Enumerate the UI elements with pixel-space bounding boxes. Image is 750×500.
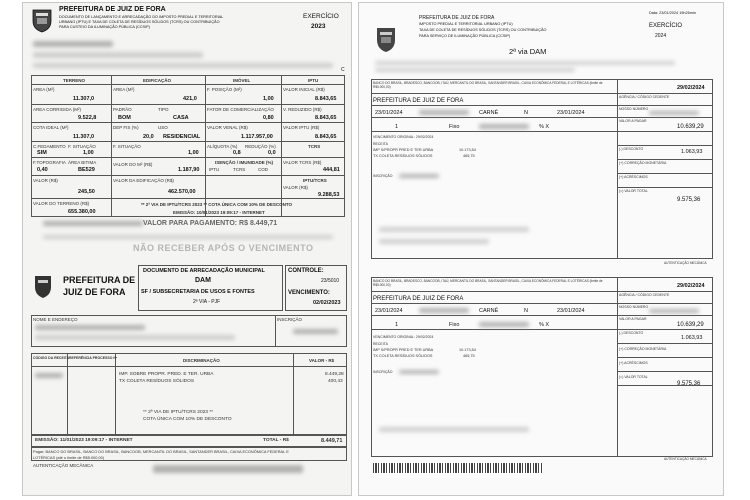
right-redacted-1 [375, 61, 675, 65]
slip2-desconto: 1.063,93 [681, 335, 703, 341]
label-area: AREA (M²) [33, 87, 55, 92]
right-exercicio-label: EXERCÍCIO [649, 23, 683, 29]
right-exercicio-value: 2024 [655, 33, 667, 39]
iptu-document-left [22, 2, 352, 496]
dam-document-right [358, 2, 724, 496]
slip1-imp1: IMP S/PROPR PRED E TER URBA [373, 148, 434, 152]
slip1-valor-total: 9.575,36 [677, 197, 701, 203]
label-fsituacao-2: F. SITUAÇÃO [113, 144, 141, 149]
dam-note-1: ** 2ª VIA DE IPTU/TCRS 2023 ** [143, 410, 214, 415]
value-venal: 1.117.957,00 [241, 134, 273, 140]
label-depfis: DEP FIS (%) [113, 125, 139, 130]
value-valor-tcrs: 444,81 [323, 167, 340, 173]
value-cota: 11.307,0 [73, 134, 95, 140]
slip1-redacted-insc [399, 174, 439, 178]
slip2-valor-total-label: (=) VALOR TOTAL [619, 375, 648, 379]
isencao-cod: COD [258, 167, 268, 172]
label-areabitm: ÁREA BITIMA [68, 160, 97, 165]
right-desc-2: TAXA DE COLETA DE RESÍDUOS SÓLIDOS (TCRS) OU CONTRIBUIÇÃO [419, 28, 547, 32]
dam-org-1: PREFEITURA DE [63, 275, 136, 285]
value-valor-terreno: 655.380,00 [68, 209, 96, 215]
redacted-endereco [35, 335, 235, 340]
right-desc-3: PARA SERVIÇO DE ILUMINAÇÃO PÚBLICA (CCSIP) [419, 34, 511, 38]
slip2-venc-original: VENCIMENTO ORIGINAL: 29/02/2024 [373, 335, 434, 339]
header-tcrs: TCRS [308, 144, 321, 149]
value-aliquota: 0,8 [233, 150, 241, 156]
slip2-imp1-val: 10.173,54 [459, 348, 476, 352]
total-value: 8.449,71 [321, 438, 343, 444]
label-fsituacao: F. SITUAÇÃO [68, 144, 96, 149]
emissao-top: EMISSÃO: 10/01/2023 19:09:17 - INTERNET [173, 210, 265, 215]
note-cota-unica: ** 2ª VIA DE IPTU/TCRS 2023 ** COTA ÚNICA COM 10% DE DESCONTO [141, 202, 293, 207]
autenticacao: AUTENTICAÇÃO MECÂNICA [33, 463, 94, 468]
slip1-fixo: Fixo [449, 124, 460, 130]
col-discriminacao: DISCRIMINAÇÃO [183, 358, 220, 363]
isencao-iptu: IPTU [209, 167, 220, 172]
item-2: TX COLETA RESÍDUOS SÓLIDOS [119, 379, 195, 384]
value-areabitm: BE529 [78, 167, 95, 173]
slip1-acrescimos-label: (+) ACRÉSCIMOS [619, 175, 648, 179]
total-label: TOTAL - R$ [263, 438, 289, 443]
col-valor: VALOR - R$ [309, 358, 335, 363]
label-padrao: PADRÃO [113, 107, 132, 112]
slip2-correcao-label: (+) CORREÇÃO MONETÁRIA [619, 347, 667, 351]
isencao-tcrs: TCRS [233, 167, 246, 172]
value-padrao: BOM [118, 115, 131, 121]
col-codigo: CÓDIGO DA RECEITA [33, 356, 70, 360]
slip1-valor-doc-label: VALOR A PAGAR [619, 119, 647, 123]
label-valor-iptu: VALOR IPTU (R$) [283, 125, 320, 130]
pagar-banks: Pagar: BANCO DO BRASIL, BANCO DO BRASIL, BANCOOB, MERCANTIL DO BRASIL, SANTANDER BRASIL, CAIXA ECONÔMICA FEDERAL E [33, 449, 289, 454]
slip2-inscricao: INSCRIÇÃO [373, 370, 393, 374]
value-area: 11.307,0 [73, 96, 95, 102]
label-venal: VALOR VENAL (R$) [207, 125, 248, 130]
label-area-edif: AREA (M²) [113, 87, 135, 92]
right-desc-1: IMPOSTO PREDIAL E TERRITORIAL URBANO (IPTU) [419, 22, 513, 26]
right-date: Data: 23/01/2024 19h26min [649, 11, 696, 15]
slip2-vencimento: 29/02/2024 [677, 283, 705, 289]
label-uso: USO [158, 125, 168, 130]
nome-label: NOME E ENDEREÇO [33, 317, 78, 322]
slip1-correcao-label: (+) CORREÇÃO MONETÁRIA [619, 161, 667, 165]
value-fsituacao: 1,00 [83, 150, 94, 156]
redacted-strip-2 [43, 235, 333, 239]
label-aliquota: ALÍQUOTA (%) [207, 144, 238, 149]
header-iptu-tcrs: IPTU/TCRS [303, 178, 327, 183]
value-area-corr: 9.522,8 [78, 115, 97, 121]
slip2-redacted-doc [419, 308, 469, 313]
slip1-valor-doc: 10.639,29 [677, 124, 704, 130]
item-1: IMP. SOBRE PROPR. PRED. E TER. URBA [119, 372, 214, 377]
dam-sub: SF / SUBSECRETARIA DE USOS E FONTES [141, 289, 255, 295]
value-depfis: 20,0 [143, 134, 154, 140]
nao-receber-warning: NÃO RECEBER APÓS O VENCIMENTO [133, 243, 314, 253]
label-valor-inicial: VALOR INICIAL (R$) [283, 87, 325, 92]
slip2-redacted-val [479, 322, 529, 327]
slip1-aceite: N [524, 110, 528, 116]
dam-note-2: COTA ÚNICA COM 10% DE DESCONTO [143, 417, 232, 422]
slip2-cedente: PREFEITURA DE JUIZ DE FORA [373, 296, 464, 302]
slip2-data-proc: 23/01/2024 [557, 308, 585, 314]
controle-value: 23/5010 [321, 278, 340, 284]
pagar-banks-2: LOTÉRICAS (até o limite de R$5.000,00) [33, 455, 105, 460]
slip2-redacted-insc [399, 370, 439, 374]
exercicio-label: EXERCÍCIO [303, 13, 339, 20]
redacted-address [33, 52, 203, 58]
valor-pagamento: VALOR PARA PAGAMENTO: R$ 8.449,71 [143, 220, 278, 227]
slip2-imp2-val: 465,75 [463, 354, 475, 358]
slip1-valor-total-label: (=) VALOR TOTAL [619, 189, 648, 193]
letter-c: C [341, 67, 345, 73]
label-vreduzido: V. REDUZIDO (R$) [283, 107, 322, 112]
slip1-redacted-val [479, 124, 529, 129]
left-desc-1: DOCUMENTO DE LANÇAMENTO E ARRECADAÇÃO DO IMPOSTO PREDIAL E TERRITORIAL [59, 15, 224, 19]
value-valor-m2: 1.187,90 [178, 167, 200, 173]
slip1-nosso-label: NOSSO NÚMERO [619, 107, 649, 111]
slip1-imp2: TX COLETA RESÍDUOS SÓLIDOS [373, 154, 433, 158]
value-tipo: CASA [173, 115, 189, 121]
slip1-imp2-val: 465,75 [463, 154, 475, 158]
inscricao-label: INSCRIÇÃO [277, 317, 303, 322]
city-crest-icon [31, 7, 53, 33]
payment-slip-1 [359, 79, 725, 265]
slip2-moeda: % X [539, 322, 550, 328]
right-org: PREFEITURA DE JUIZ DE FORA [419, 15, 495, 21]
label-valor-m2: VALOR DO M² (R$) [113, 162, 153, 167]
label-topografia: F.TOPOGRAFIA [33, 160, 66, 165]
value-valor-iptu: 8.843,65 [315, 134, 337, 140]
label-valor-tcrs: VALOR TCRS (R$) [283, 160, 322, 165]
dam-crest-icon [33, 273, 53, 299]
right-via: 2ª via DAM [509, 47, 547, 56]
slip2-valor-doc-label: VALOR A PAGAR [619, 317, 647, 321]
controle-label: CONTROLE: [288, 268, 324, 274]
slip1-autentic: AUTENTICAÇÃO MECÂNICA [664, 261, 707, 265]
slip1-cedente: PREFEITURA DE JUIZ DE FORA [373, 98, 464, 104]
vencimento-value: 02/02/2023 [313, 300, 341, 306]
value-vreduzido: 8.843,65 [315, 115, 337, 121]
sec-iptu: IPTU [308, 78, 319, 83]
slip1-especie: CARNÊ [479, 110, 499, 116]
slip1-data-proc: 23/01/2024 [557, 110, 585, 116]
label-area-corr: AREA CORRIGIDA (M²) [33, 107, 82, 112]
slip2-imp1: IMP S/PROPR PRED E TER URBA [373, 348, 434, 352]
slip1-redacted-doc [419, 110, 469, 115]
col-referencia: REFERÊNCIA PROCESSO Nº [69, 356, 118, 360]
item-1-value: 8.449,28 [325, 372, 344, 377]
slip1-vencimento: 29/02/2024 [677, 85, 705, 91]
slip1-desconto: 1.063,93 [681, 149, 703, 155]
vencimento-label: VENCIMENTO: [288, 290, 330, 296]
payment-slip-2 [359, 277, 725, 477]
value-fator: 0,80 [263, 115, 274, 121]
dam-via: 2ª VIA - PJF [193, 299, 221, 305]
label-cfedo: C.FEDAMENTO [33, 144, 66, 149]
label-fposicao: F. POSIÇÃO (M²) [207, 87, 242, 92]
slip2-acrescimos-label: (+) ACRÉSCIMOS [619, 361, 648, 365]
value-fposicao: 1,00 [263, 96, 274, 102]
slip2-valor-total: 9.575,36 [677, 381, 701, 387]
redacted-strip [43, 221, 143, 226]
left-desc-2: URBANO (IPTU) E TAXA DE COLETA DE RESÍDUOS SÓLIDOS (TCRS) OU CONTRIBUIÇÃO [59, 20, 220, 24]
value-valor-edif: 462.570,00 [168, 189, 196, 195]
right-redacted-2 [375, 68, 575, 72]
sec-terreno: TERRENO [63, 78, 86, 83]
left-desc-3: PARA CUSTEIO DA ILUMINAÇÃO PÚBLICA (CCSIP) [59, 25, 150, 29]
value-uso: RESIDENCIAL [163, 134, 201, 140]
value-valor-m: 245,50 [78, 189, 95, 195]
redacted-barcode [153, 465, 303, 473]
dam-org-2: JUIZ DE FORA [63, 287, 126, 297]
label-tipo: TIPO [158, 107, 169, 112]
right-crest-icon [375, 25, 397, 53]
slip2-aceite: N [524, 308, 528, 314]
slip1-venc-original: VENCIMENTO ORIGINAL: 29/02/2024 [373, 135, 434, 139]
slip1-redacted-footer [379, 227, 529, 232]
dam-title: DOCUMENTO DE ARRECADAÇÃO MUNICIPAL [143, 268, 265, 274]
value-valor-total: 9.288,53 [318, 192, 340, 198]
slip1-qtd: 1 [395, 124, 399, 130]
slip2-banks: BANCO DO BRASIL, BRADESCO, BANCOOB, ITAÚ, MERCANTIL DO BRASIL, SANTANDER BRASIL, CAIXA ECONÔMICA FEDERAL E LOTÉRICAS (limite de R$5.000,00) [373, 279, 603, 287]
value-valor-inicial: 8.843,65 [315, 96, 337, 102]
label-fator: FATOR DE COMERCIALIZAÇÃO [207, 107, 274, 112]
redacted-owner [33, 41, 113, 47]
slip2-especie: CARNÊ [479, 308, 499, 314]
slip2-desconto-label: (-) DESCONTO [619, 331, 644, 335]
slip2-redacted-footer [379, 427, 529, 432]
slip2-qtd: 1 [395, 322, 399, 328]
slip1-redacted-footer-2 [379, 239, 489, 244]
dam-label: DAM [195, 277, 211, 284]
redacted-nome [35, 325, 145, 330]
slip1-desconto-label: (-) DESCONTO [619, 147, 644, 151]
redacted-codigo [35, 373, 63, 378]
redacted-inscricao [293, 329, 338, 334]
value-fsituacao-2: 1,00 [188, 150, 199, 156]
slip1-inscricao: INSCRIÇÃO [373, 174, 393, 178]
value-cfedo: SIM [37, 150, 47, 156]
slip1-agencia-label: AGÊNCIA / CÓDIGO CEDENTE [619, 95, 670, 99]
dam-emissao: EMISSÃO: 11/01/2023 19:09:17 - INTERNET [35, 438, 133, 443]
slip2-nosso-label: NOSSO NÚMERO [619, 305, 649, 309]
slip2-fixo: Fixo [449, 322, 460, 328]
sec-edificacao: EDIFICAÇÃO [143, 78, 171, 83]
header-isencao: ISENÇÃO / IMUNIDADE (%) [215, 160, 274, 165]
slip2-data-doc: 23/01/2024 [375, 308, 403, 314]
exercicio-value: 2023 [311, 23, 326, 30]
label-reducao: REDUÇÃO (%) [245, 144, 276, 149]
label-cota: COTA IDEAL (M²) [33, 125, 69, 130]
redacted-line [33, 63, 333, 68]
value-reducao: 0,0 [268, 150, 276, 156]
label-valor-total: VALOR (R$) [283, 185, 308, 190]
value-topografia: 0,40 [37, 167, 48, 173]
label-valor-m: VALOR (R$) [33, 178, 58, 183]
slip2-barcode [373, 463, 543, 473]
slip2-imp2: TX COLETA RESÍDUOS SÓLIDOS [373, 354, 433, 358]
slip1-redacted-nosso [649, 111, 699, 115]
slip2-redacted-nosso [649, 309, 699, 313]
slip1-data-doc: 23/01/2024 [375, 110, 403, 116]
label-valor-terreno: VALOR DO TERRENO (R$) [33, 201, 90, 206]
slip2-agencia-label: AGÊNCIA / CÓDIGO CEDENTE [619, 293, 670, 297]
label-valor-edif: VALOR DA EDIFICAÇÃO (R$) [113, 178, 174, 183]
slip2-autentic: AUTENTICAÇÃO MECÂNICA [664, 457, 707, 461]
left-org-title: PREFEITURA DE JUIZ DE FORA [59, 6, 166, 13]
sec-imovel: IMÓVEL [233, 78, 251, 83]
slip1-moeda: % X [539, 124, 550, 130]
value-area-edif: 421,0 [183, 96, 197, 102]
slip1-receita-label: RECEITA [373, 142, 388, 146]
slip1-imp1-val: 10.173,54 [459, 148, 476, 152]
item-2-value: 400,43 [328, 379, 343, 384]
slip2-receita-label: RECEITA [373, 342, 388, 346]
slip2-valor-doc: 10.639,29 [677, 322, 704, 328]
slip1-banks: BANCO DO BRASIL, BRADESCO, BANCOOB, ITAÚ, MERCANTIL DO BRASIL, SANTANDER BRASIL, CAIXA ECONÔMICA FEDERAL E LOTÉRICAS (limite de R$5.000,00) [373, 81, 603, 89]
